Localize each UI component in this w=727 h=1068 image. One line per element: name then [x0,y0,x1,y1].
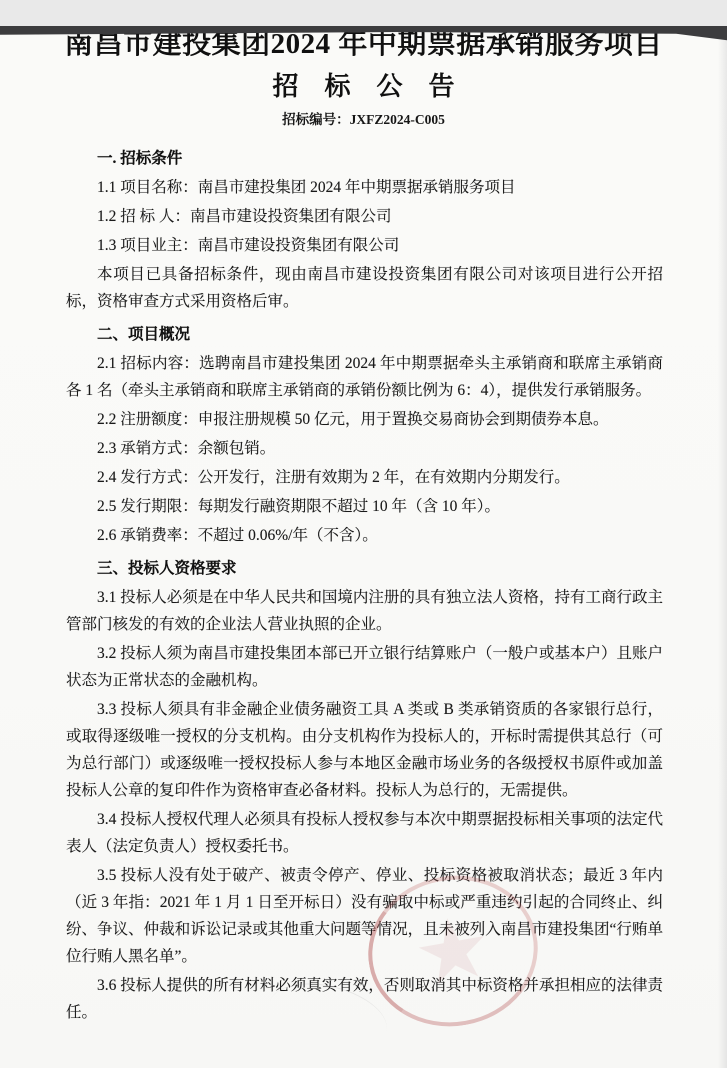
paragraph: 3.1 投标人必须是在中华人民共和国境内注册的具有独立法人资格，持有工商行政主管部门核发的有效的企业法人营业执照的企业。 [66,589,663,633]
paragraph: 2.3 承销方式：余额包销。 [97,440,276,457]
document-title: 南昌市建投集团2024 年中期票据承销服务项目 [64,28,663,60]
paragraph: 3.4 投标人授权代理人必须具有投标人授权参与本次中期票据投标相关事项的法定代表人（法定负责人）授权委托书。 [66,811,663,855]
document-subtitle: 招 标 公 告 [272,72,455,101]
seal-star-icon: ★ [406,895,500,1007]
paragraph: 2.1 招标内容：选聘南昌市建投集团 2024 年中期票据牵头主承销商和联席主承销商各 1 名（牵头主承销商和联席主承销商的承销份额比例为 6：4），提供发行承销服务。 [66,355,663,399]
document-page [0,26,727,1068]
tender-number: 招标编号：JXFZ2024-C005 [282,112,445,127]
paragraph: 1.1 项目名称：南昌市建投集团 2024 年中期票据承销服务项目 [97,179,516,196]
paragraph: 3.6 投标人提供的所有材料必须真实有效，否则取消其中标资格并承担相应的法律责任。 [66,977,663,1021]
paragraph: 2.6 承销费率：不超过 0.06%/年（不含）。 [97,527,378,544]
section-heading: 二、项目概况 [97,326,191,343]
paragraph: 2.4 发行方式：公开发行，注册有效期为 2 年，在有效期内分期发行。 [97,469,570,486]
paragraph: 本项目已具备招标条件，现由南昌市建设投资集团有限公司对该项目进行公开招标，资格审查方式采用资格后审。 [66,266,663,310]
paragraph: 3.5 投标人没有处于破产、被责令停产、停业、投标资格被取消状态；最近 3 年内（近 3 年指：2021 年 1 月 1 日至开标日）没有骗取中标或严重违约引起的合同终止、纠纷、争议、仲裁和诉讼记录或其他重大问题等情况，且未被列入南昌市建投集团“行贿单位行贿人黑名单”。 [66,867,663,965]
paragraph: 2.2 注册额度：申报注册规模 50 亿元，用于置换交易商协会到期债券本息。 [97,411,609,428]
paragraph: 1.2 招 标 人：南昌市建设投资集团有限公司 [97,208,392,225]
paragraph: 1.3 项目业主：南昌市建设投资集团有限公司 [97,237,400,254]
paragraph: 2.5 发行期限：每期发行融资期限不超过 10 年（含 10 年）。 [97,498,501,515]
paragraph: 3.2 投标人须为南昌市建投集团本部已开立银行结算账户（一般户或基本户）且账户状态为正常状态的金融机构。 [66,645,663,689]
section-heading: 一. 招标条件 [97,150,183,167]
paragraph: 3.3 投标人须具有非金融企业债务融资工具 A 类或 B 类承销资质的各家银行总行，或取得逐级唯一授权的分支机构。由分支机构作为投标人的，开标时需提供其总行（可为总行部门）或逐级唯一授权投标人参与本地区金融市场业务的各级授权书原件或加盖投标人公章的复印件作为资格审查必备材料。投标人为总行的，无需提供。 [66,701,663,799]
document-body [0,129,727,1026]
section-heading: 三、投标人资格要求 [97,560,237,577]
